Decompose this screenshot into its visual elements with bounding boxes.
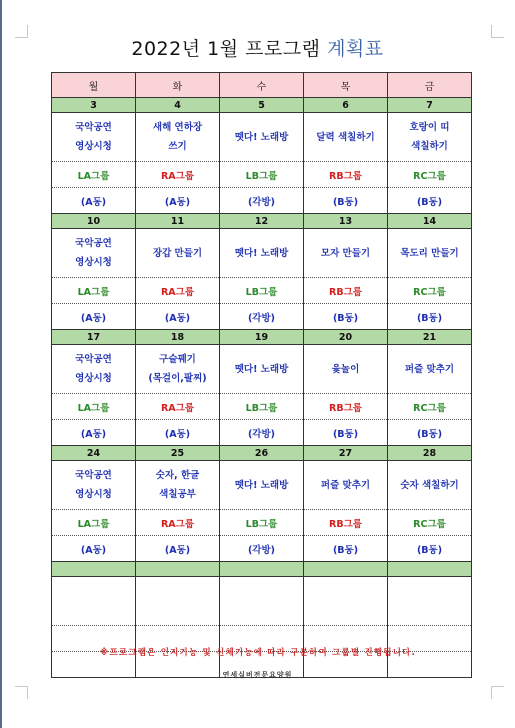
date-cell: 17 [52,330,136,345]
empty-cell [304,562,388,577]
activity-row [52,229,472,278]
location-row [52,304,472,330]
crop-mark-bottom-right [491,686,504,699]
date-cell: 28 [388,446,472,461]
group-cell: RC그룹 [388,278,472,304]
activity-line: 달력 색칠하기 [316,131,375,143]
activity-row [52,113,472,162]
activity-line: 뗏다! 노래방 [234,131,289,143]
weekday-header: 화 [136,73,220,98]
page-left-edge [0,0,2,728]
date-cell: 6 [304,98,388,113]
date-cell: 26 [220,446,304,461]
empty-cell [304,577,388,626]
activity-cell [220,461,304,510]
activity-line: 호랑이 띠 [409,122,450,133]
date-cell: 5 [220,98,304,113]
crop-mark-bottom-left [15,686,28,699]
activity-cell [304,113,388,162]
location-cell: (각방) [220,536,304,562]
activity-line: 영상시청 [75,141,112,152]
calendar-body [52,73,472,678]
title-main: 2022년 1월 프로그램 [131,38,321,60]
group-cell: LB그룹 [220,162,304,188]
group-cell: LA그룹 [52,510,136,536]
facility-name: 연세실버전문요양원 [222,671,293,679]
activity-cell [304,229,388,278]
activity-cell [220,113,304,162]
activity-line: 장갑 만들기 [152,247,203,259]
activity-line: 국악공연 [75,354,112,365]
group-cell: LA그룹 [52,394,136,420]
activity-cell [388,461,472,510]
weekday-header: 월 [52,73,136,98]
date-cell: 19 [220,330,304,345]
group-cell: RA그룹 [136,278,220,304]
group-cell: LB그룹 [220,510,304,536]
activity-line: 국악공연 [75,470,112,481]
location-cell: (B동) [304,304,388,330]
group-cell: LA그룹 [52,278,136,304]
location-cell: (A동) [136,536,220,562]
activity-cell [52,345,136,394]
empty-cell [388,562,472,577]
empty-cell [388,577,472,626]
location-cell: (각방) [220,188,304,214]
activity-line: 영상시청 [75,257,112,268]
page-title [0,34,515,61]
location-cell: (B동) [304,536,388,562]
location-cell: (A동) [52,420,136,446]
location-row [52,420,472,446]
group-cell: RA그룹 [136,394,220,420]
group-cell: LB그룹 [220,394,304,420]
empty-cell [136,562,220,577]
empty-cell [52,577,136,626]
activity-line: 뗏다! 노래방 [234,363,289,375]
activity-line: 모자 만들기 [320,247,371,259]
activity-line: (목걸이,팔찌) [148,373,207,384]
activity-line: 구슬꿰기 [159,354,196,365]
date-cell: 3 [52,98,136,113]
location-cell: (각방) [220,420,304,446]
location-cell: (B동) [388,304,472,330]
activity-line: 색칠하기 [411,141,448,152]
program-calendar-table [51,72,472,678]
date-cell: 14 [388,214,472,229]
date-cell: 11 [136,214,220,229]
activity-line: 쓰기 [168,141,187,152]
activity-line: 뗏다! 노래방 [234,247,289,259]
empty-cell [52,562,136,577]
empty-cell [220,577,304,626]
date-cell: 27 [304,446,388,461]
group-cell: RB그룹 [304,278,388,304]
group-cell: LA그룹 [52,162,136,188]
date-cell: 25 [136,446,220,461]
location-cell: (B동) [388,420,472,446]
location-cell: (A동) [52,188,136,214]
activity-line: 국악공연 [75,122,112,133]
date-cell: 4 [136,98,220,113]
group-cell: RC그룹 [388,394,472,420]
group-cell: RC그룹 [388,510,472,536]
activity-line: 색칠공부 [159,489,196,500]
activity-cell [220,229,304,278]
location-cell: (A동) [136,188,220,214]
activity-line: 국악공연 [75,238,112,249]
group-cell: RB그룹 [304,394,388,420]
location-cell: (A동) [52,536,136,562]
location-cell: (A동) [136,304,220,330]
activity-row [52,461,472,510]
activity-line: 퍼즐 맞추기 [320,479,371,491]
program-note: ※프로그램은 인지기능 및 신체기능에 따라 구분하여 그룹별 진행됩니다. [100,648,416,658]
location-row [52,536,472,562]
activity-cell [304,345,388,394]
activity-line: 새해 연하장 [152,122,203,133]
location-cell: (B동) [304,420,388,446]
activity-cell [304,461,388,510]
title-accent: 계획표 [327,38,384,60]
activity-cell [388,345,472,394]
location-cell: (A동) [136,420,220,446]
activity-cell [220,345,304,394]
activity-line: 영상시청 [75,489,112,500]
location-cell: (B동) [388,188,472,214]
date-cell: 20 [304,330,388,345]
activity-row [52,345,472,394]
weekday-header-row [52,73,472,98]
weekday-header: 목 [304,73,388,98]
empty-cell [220,562,304,577]
date-cell: 18 [136,330,220,345]
weekday-header: 수 [220,73,304,98]
activity-line: 영상시청 [75,373,112,384]
date-cell: 7 [388,98,472,113]
group-row [52,510,472,536]
date-cell: 10 [52,214,136,229]
activity-cell [136,461,220,510]
group-row [52,394,472,420]
activity-cell [52,113,136,162]
location-cell: (A동) [52,304,136,330]
date-cell: 12 [220,214,304,229]
location-cell: (B동) [304,188,388,214]
date-cell: 24 [52,446,136,461]
activity-cell [136,113,220,162]
activity-line: 퍼즐 맞추기 [404,363,455,375]
empty-date-row [52,562,472,577]
activity-cell [52,229,136,278]
group-row [52,162,472,188]
group-cell: RA그룹 [136,510,220,536]
location-cell: (각방) [220,304,304,330]
activity-cell [388,113,472,162]
group-cell: RB그룹 [304,510,388,536]
activity-line: 목도리 만들기 [400,247,459,259]
group-cell: RB그룹 [304,162,388,188]
activity-cell [388,229,472,278]
activity-line: 윷놀이 [331,363,360,375]
date-cell: 13 [304,214,388,229]
group-cell: RA그룹 [136,162,220,188]
date-row [52,98,472,113]
activity-line: 숫자, 한글 [155,470,200,481]
activity-cell [136,229,220,278]
date-row [52,330,472,345]
group-cell: RC그룹 [388,162,472,188]
group-row [52,278,472,304]
location-cell: (B동) [388,536,472,562]
date-row [52,214,472,229]
activity-line: 숫자 색칠하기 [400,479,459,491]
date-cell: 21 [388,330,472,345]
group-cell: LB그룹 [220,278,304,304]
activity-cell [136,345,220,394]
empty-cell [136,577,220,626]
activity-line: 뗏다! 노래방 [234,479,289,491]
location-row [52,188,472,214]
date-row [52,446,472,461]
weekday-header: 금 [388,73,472,98]
activity-cell [52,461,136,510]
empty-row [52,577,472,626]
